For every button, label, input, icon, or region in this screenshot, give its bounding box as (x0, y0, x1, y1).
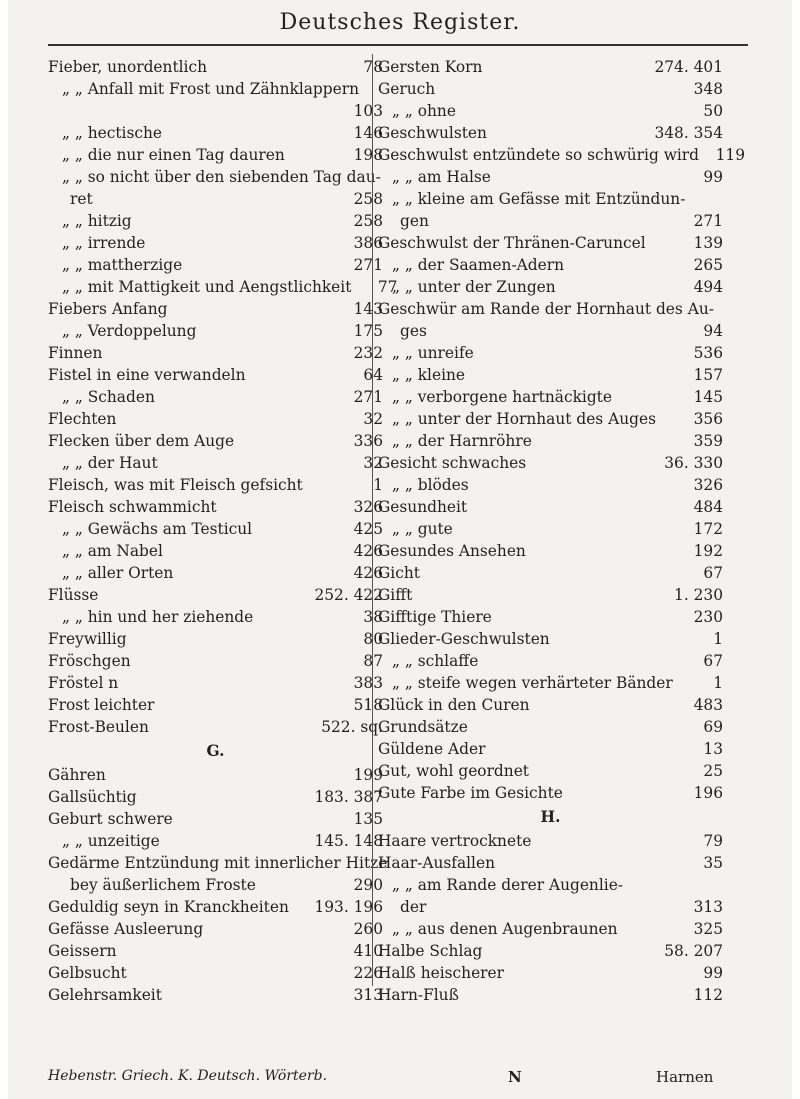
entry-term: Halß heischerer (378, 964, 504, 982)
entry-term: Fieber, unordentlich (48, 58, 208, 76)
entry-term: Gesundheit (378, 498, 468, 516)
entry-page-ref: 94 (703, 322, 723, 340)
index-entry (378, 210, 723, 232)
index-entry (48, 144, 383, 166)
index-entry (48, 276, 398, 298)
index-entry (48, 716, 383, 738)
index-entry (48, 584, 383, 606)
entry-term: Geschwür am Rande der Hornhaut des Au- (378, 300, 714, 318)
index-entry (378, 540, 723, 562)
entry-page-ref: 536 (693, 344, 723, 362)
index-entry (48, 874, 383, 896)
entry-page-ref: 426 (353, 542, 383, 560)
index-entry (378, 782, 723, 804)
entry-term: Gelbsucht (48, 964, 127, 982)
entry-term: „ „ Verdoppelung (62, 322, 197, 340)
index-entry (48, 386, 383, 408)
entry-page-ref: 336 (353, 432, 383, 450)
entry-page-ref: 1. 230 (674, 586, 723, 604)
entry-term: Gesicht schwaches (378, 454, 527, 472)
entry-page-ref: 119 (715, 146, 746, 164)
entry-page-ref: 290 (353, 876, 383, 894)
index-entry (378, 100, 723, 122)
index-entry (378, 342, 723, 364)
entry-page-ref: 271 (693, 212, 723, 230)
index-entry (48, 254, 383, 276)
index-entry (378, 496, 723, 518)
entry-page-ref: 32 (363, 410, 383, 428)
entry-term: „ „ kleine am Gefässe mit Entzündun- (392, 190, 686, 208)
index-entry (48, 786, 383, 808)
entry-term: „ „ aller Orten (62, 564, 174, 582)
entry-page-ref: 112 (693, 986, 723, 1004)
entry-term: Geschwulst der Thränen-Caruncel (378, 234, 646, 252)
entry-term: „ „ Schaden (62, 388, 155, 406)
entry-page-ref: 183. 387 (314, 788, 383, 806)
index-entry (48, 452, 383, 474)
entry-page-ref: 199 (353, 766, 383, 784)
index-entry (48, 408, 383, 430)
entry-term: Gelehrsamkeit (48, 986, 162, 1004)
index-entry (48, 562, 383, 584)
entry-page-ref: 67 (703, 564, 723, 582)
entry-term: „ „ der Haut (62, 454, 158, 472)
entry-page-ref: 50 (703, 102, 723, 120)
index-entry (48, 540, 383, 562)
entry-page-ref: 172 (693, 520, 723, 538)
index-entry (378, 672, 723, 694)
index-entry (48, 896, 383, 918)
index-entry (378, 56, 723, 78)
entry-page-ref: 260 (353, 920, 383, 938)
entry-page-ref: 386 (353, 234, 383, 252)
entry-term: Fröstel n (48, 674, 119, 692)
entry-page-ref: 198 (353, 146, 383, 164)
index-entry (378, 694, 723, 716)
index-entry (48, 940, 383, 962)
entry-page-ref: 58. 207 (664, 942, 723, 960)
index-entry (378, 166, 723, 188)
entry-page-ref: 135 (353, 810, 383, 828)
entry-page-ref: 258 (353, 212, 383, 230)
entry-page-ref: 146 (353, 124, 383, 142)
entry-term: Flechten (48, 410, 117, 428)
index-entry (48, 650, 383, 672)
index-entry (48, 232, 383, 254)
entry-page-ref: 232 (353, 344, 383, 362)
entry-term: Gesundes Ansehen (378, 542, 526, 560)
entry-term: Fröschgen (48, 652, 131, 670)
entry-page-ref: 35 (703, 854, 723, 872)
index-entry (48, 606, 383, 628)
entry-page-ref: 32 (363, 454, 383, 472)
index-entry (378, 122, 723, 144)
entry-term: „ „ hitzig (62, 212, 132, 230)
entry-term: Fleisch, was mit Fleisch gefsicht (48, 476, 303, 494)
entry-term: Gersten Korn (378, 58, 483, 76)
entry-term: Freywillig (48, 630, 127, 648)
entry-page-ref: 87 (363, 652, 383, 670)
index-entry (48, 210, 383, 232)
entry-term: „ „ der Saamen-Adern (392, 256, 564, 274)
entry-term: Frost leichter (48, 696, 155, 714)
entry-page-ref: 196 (693, 784, 723, 802)
entry-term: Halbe Schlag (378, 942, 483, 960)
entry-page-ref: 78 (363, 58, 383, 76)
index-entry (378, 452, 723, 474)
entry-term: Glieder-Geschwulsten (378, 630, 550, 648)
index-entry (378, 962, 723, 984)
entry-term: gen (400, 212, 429, 230)
entry-term: „ „ irrende (62, 234, 146, 252)
index-entry (48, 100, 383, 122)
entry-term: „ „ die nur einen Tag dauren (62, 146, 285, 164)
index-entry (378, 562, 723, 584)
entry-term: ret (70, 190, 93, 208)
index-entry (48, 672, 383, 694)
entry-page-ref: 64 (363, 366, 383, 384)
entry-page-ref: 1 (713, 630, 723, 648)
entry-page-ref: 143 (353, 300, 383, 318)
entry-term: „ „ unter der Hornhaut des Auges (392, 410, 656, 428)
entry-page-ref: 79 (703, 832, 723, 850)
entry-term: bey äußerlichem Froste (70, 876, 256, 894)
entry-page-ref: 265 (693, 256, 723, 274)
entry-page-ref: 518 (353, 696, 383, 714)
entry-term: Haar-Ausfallen (378, 854, 495, 872)
entry-term: Frost-Beulen (48, 718, 149, 736)
entry-page-ref: 193. 196 (314, 898, 383, 916)
entry-page-ref: 145. 148 (314, 832, 383, 850)
register-page (8, 0, 792, 1099)
entry-page-ref: 192 (693, 542, 723, 560)
index-entry (48, 188, 383, 210)
entry-term: „ „ unzeitige (62, 832, 160, 850)
index-entry (378, 320, 723, 342)
entry-page-ref: 36. 330 (664, 454, 723, 472)
entry-term: „ „ unter der Zungen (392, 278, 556, 296)
index-entry (378, 716, 723, 738)
index-entry (48, 78, 383, 100)
index-entry (48, 364, 383, 386)
index-entry (378, 606, 723, 628)
entry-term: „ „ steife wegen verhärteter Bänder (392, 674, 673, 692)
entry-page-ref: 99 (703, 168, 723, 186)
entry-term: Gicht (378, 564, 420, 582)
entry-term: „ „ der Harnröhre (392, 432, 532, 450)
index-entry (378, 254, 723, 276)
section-letter: G. (206, 742, 225, 760)
index-entry (378, 874, 723, 896)
entry-page-ref: 258 (353, 190, 383, 208)
index-entry (378, 896, 723, 918)
entry-page-ref: 77 (377, 278, 398, 296)
entry-term: „ „ schlaffe (392, 652, 479, 670)
entry-term: Geduldig seyn in Kranckheiten (48, 898, 289, 916)
entry-page-ref: 13 (703, 740, 723, 758)
index-entry (48, 984, 383, 1006)
entry-page-ref: 348. 354 (654, 124, 723, 142)
index-entry (378, 78, 723, 100)
entry-term: „ „ Gewächs am Testicul (62, 520, 253, 538)
entry-term: Gifft (378, 586, 413, 604)
entry-term: „ „ ohne (392, 102, 456, 120)
entry-term: „ „ mattherzige (62, 256, 183, 274)
index-entry (48, 918, 383, 940)
entry-term: Gedärme Entzündung mit innerlicher Hitze (48, 854, 388, 872)
index-entry (48, 496, 383, 518)
entry-term: Gifftige Thiere (378, 608, 492, 626)
index-entry (48, 430, 383, 452)
index-entry (48, 166, 383, 188)
index-entry (48, 852, 388, 874)
entry-term: „ „ hin und her ziehende (62, 608, 254, 626)
entry-term: „ „ am Halse (392, 168, 491, 186)
index-entry (48, 962, 383, 984)
index-entry (378, 852, 723, 874)
index-entry (378, 364, 723, 386)
index-entry (48, 694, 383, 716)
entry-page-ref: 252. 422 (314, 586, 383, 604)
entry-term: Flecken über dem Auge (48, 432, 235, 450)
section-letter: H. (540, 808, 561, 826)
entry-page-ref: 494 (693, 278, 723, 296)
index-entry (48, 628, 383, 650)
entry-page-ref: 271 (353, 256, 383, 274)
catchword: Harnen (656, 1068, 714, 1086)
entry-page-ref: 175 (353, 322, 383, 340)
entry-page-ref: 383 (353, 674, 383, 692)
entry-page-ref: 80 (363, 630, 383, 648)
entry-term: Fiebers Anfang (48, 300, 168, 318)
entry-page-ref: 426 (353, 564, 383, 582)
right-column (378, 56, 746, 1006)
entry-term: der (400, 898, 427, 916)
entry-term: ges (400, 322, 427, 340)
index-entry (378, 430, 723, 452)
index-entry (378, 408, 723, 430)
running-footer: Hebenstr. Griech. K. Deutsch. Wörterb. (48, 1068, 328, 1084)
entry-page-ref: 271 (353, 388, 383, 406)
index-entry (378, 276, 723, 298)
entry-page-ref: 139 (693, 234, 723, 252)
entry-page-ref: 38 (363, 608, 383, 626)
entry-term: Harn-Fluß (378, 986, 459, 1004)
entry-page-ref: 326 (353, 498, 383, 516)
entry-term: Geburt schwere (48, 810, 173, 828)
entry-term: Geschwulst entzündete so schwürig wird (378, 146, 700, 164)
entry-term: Güldene Ader (378, 740, 486, 758)
index-entry (48, 518, 383, 540)
entry-term: „ „ am Nabel (62, 542, 163, 560)
index-entry (378, 940, 723, 962)
entry-page-ref: 410 (353, 942, 383, 960)
entry-page-ref: 313 (353, 986, 383, 1004)
index-entry (378, 298, 723, 320)
entry-term: Gefässe Ausleerung (48, 920, 204, 938)
entry-term: „ „ verborgene hartnäckigte (392, 388, 612, 406)
entry-term: Flüsse (48, 586, 99, 604)
entry-term: Geschwulsten (378, 124, 487, 142)
entry-term: Glück in den Curen (378, 696, 530, 714)
entry-page-ref: 25 (703, 762, 723, 780)
index-entry (48, 474, 383, 496)
entry-term: Finnen (48, 344, 103, 362)
entry-page-ref: 522. sq. (321, 718, 383, 736)
index-entry (48, 830, 383, 852)
entry-term: „ „ gute (392, 520, 453, 538)
entry-page-ref: 145 (693, 388, 723, 406)
index-entry (378, 738, 723, 760)
entry-term: „ „ am Rande derer Augenlie- (392, 876, 624, 894)
entry-page-ref: 230 (693, 608, 723, 626)
entry-term: „ „ Anfall mit Frost und Zähnklappern (62, 80, 360, 98)
index-entry (378, 650, 723, 672)
index-entry (378, 918, 723, 940)
entry-page-ref: 313 (693, 898, 723, 916)
entry-term: Gallsüchtig (48, 788, 137, 806)
entry-term: Fleisch schwammicht (48, 498, 217, 516)
entry-page-ref: 69 (703, 718, 723, 736)
entry-term: Gute Farbe im Gesichte (378, 784, 563, 802)
entry-term: Geruch (378, 80, 436, 98)
entry-page-ref: 274. 401 (654, 58, 723, 76)
entry-term: „ „ unreife (392, 344, 474, 362)
index-entry (378, 188, 723, 210)
index-entry (378, 760, 723, 782)
entry-page-ref: 325 (693, 920, 723, 938)
entry-page-ref: 483 (693, 696, 723, 714)
header-rule (48, 44, 748, 46)
entry-page-ref: 348 (693, 80, 723, 98)
index-entry (48, 764, 383, 786)
entry-term: „ „ kleine (392, 366, 466, 384)
index-entry (378, 830, 723, 852)
entry-page-ref: 157 (693, 366, 723, 384)
index-entry (48, 298, 383, 320)
index-entry (378, 518, 723, 540)
entry-term: „ „ blödes (392, 476, 469, 494)
entry-term: Gähren (48, 766, 106, 784)
entry-term: Gut, wohl geordnet (378, 762, 529, 780)
index-entry (48, 56, 383, 78)
page-title: Deutsches Register. (279, 10, 521, 35)
index-entry (378, 144, 746, 166)
entry-term: „ „ mit Mattigkeit und Aengstlichkeit (62, 278, 352, 296)
entry-term: Haare vertrocknete (378, 832, 532, 850)
entry-page-ref: 359 (693, 432, 723, 450)
entry-term: „ „ aus denen Augenbraunen (392, 920, 618, 938)
entry-page-ref: 67 (703, 652, 723, 670)
index-entry (48, 342, 383, 364)
entry-page-ref: 356 (693, 410, 723, 428)
entry-page-ref: 326 (693, 476, 723, 494)
index-entry (48, 808, 383, 830)
entry-term: „ „ so nicht über den siebenden Tag dau- (62, 168, 381, 186)
index-entry (48, 320, 383, 342)
entry-page-ref: 484 (693, 498, 723, 516)
index-entry (378, 474, 723, 496)
signature-mark: N (508, 1068, 522, 1086)
index-entry (378, 584, 723, 606)
index-entry (378, 628, 723, 650)
index-entry (378, 386, 723, 408)
index-entry (378, 984, 723, 1006)
index-entry (378, 232, 723, 254)
entry-page-ref: 99 (703, 964, 723, 982)
entry-page-ref: 103 (353, 102, 383, 120)
index-entry (48, 122, 383, 144)
entry-page-ref: 1 (713, 674, 723, 692)
entry-page-ref: 425 (353, 520, 383, 538)
entry-term: „ „ hectische (62, 124, 163, 142)
entry-term: Grundsätze (378, 718, 468, 736)
entry-term: Geissern (48, 942, 117, 960)
entry-page-ref: 226 (353, 964, 383, 982)
entry-term: Fistel in eine verwandeln (48, 366, 246, 384)
entry-page-ref: 1 (373, 476, 383, 494)
